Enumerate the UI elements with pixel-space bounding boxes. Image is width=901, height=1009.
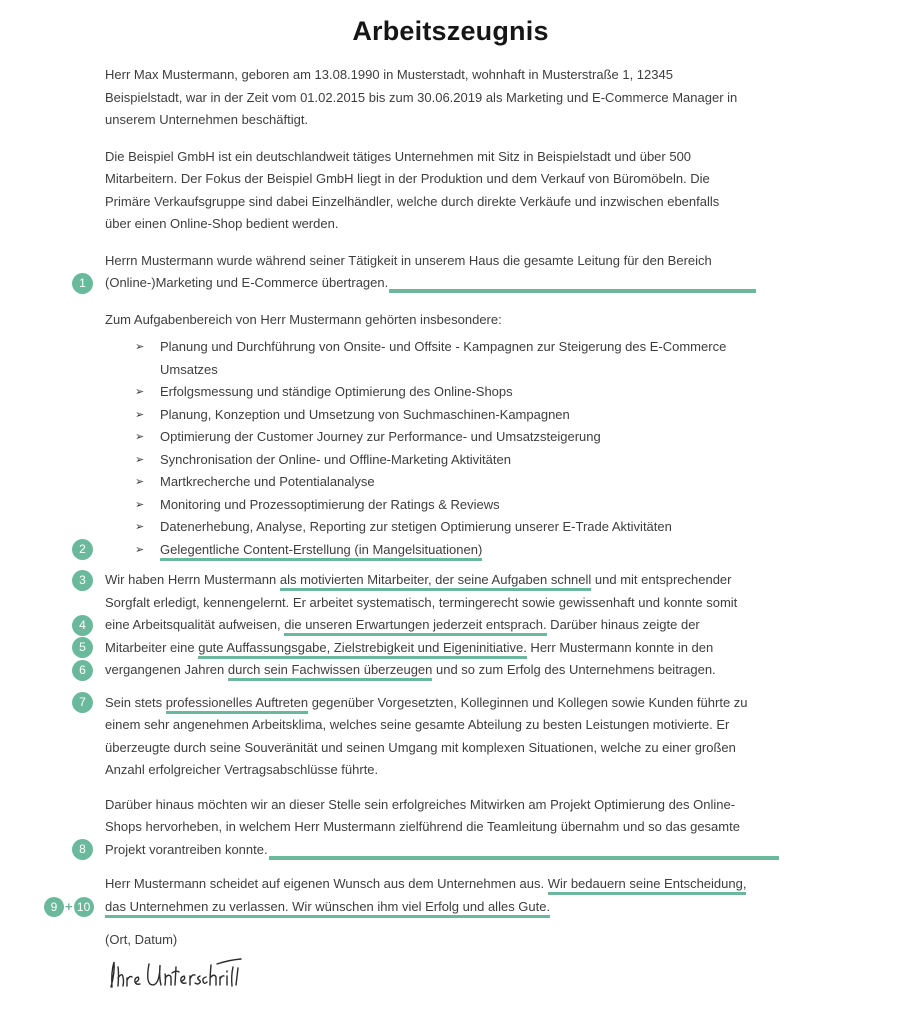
text-line <box>160 404 815 427</box>
text-run: Darüber hinaus zeigte der <box>546 617 700 632</box>
marker-circle: 4 <box>72 615 93 636</box>
text-run: und so zum Erfolg des Unternehmens beitragen. <box>432 662 716 677</box>
text-run: eine Arbeitsqualität aufweisen, <box>105 617 285 632</box>
margin-number-badge <box>72 614 93 637</box>
text-run: Projekt vorantreiben konnte. <box>105 841 268 857</box>
list-item <box>105 494 815 517</box>
margin-number-badge <box>72 659 93 682</box>
performance-paragraph <box>79 569 815 682</box>
text-line <box>105 896 815 919</box>
text-line <box>105 250 815 273</box>
text-run: Planung und Durchführung von Onsite- und Offsite - Kampagnen zur Steigerung des E-Commerce <box>160 339 727 354</box>
text-run: Herr Mustermann scheidet auf eigenen Wunsch aus dem Unternehmen aus. <box>105 876 548 891</box>
margin-number-badge <box>72 637 93 660</box>
text-line <box>105 213 815 236</box>
text-run: gegenüber Vorgesetzten, Kolleginnen und Kollegen sowie Kunden führte zu <box>308 694 748 710</box>
list-item <box>105 404 815 427</box>
text-line <box>160 494 815 517</box>
text-line <box>105 714 815 737</box>
text-run: vergangenen Jahren <box>105 662 228 677</box>
text-line <box>105 873 815 896</box>
margin-number-badge <box>72 839 93 862</box>
arrow-bullet-icon: ➢ <box>135 521 145 533</box>
closing-paragraph <box>50 873 815 918</box>
signature-handwriting <box>105 955 901 997</box>
marker-circle: 8 <box>72 839 93 860</box>
text-run: Primäre Verkaufsgruppe sind dabei Einzelhändler, welche durch direkte Verkäufe und inzwischen ebenfalls <box>105 193 720 209</box>
place-date-label: (Ort, Datum) <box>105 932 178 947</box>
text-run: Mitarbeitern. Der Fokus der Beispiel GmbH liegt in der Produktion und dem Verkauf von Büromöbeln. Die <box>105 171 710 186</box>
marker-circle: 10 <box>74 897 94 917</box>
marker-circle: 1 <box>72 273 93 294</box>
text-line <box>105 146 815 169</box>
highlighted-phrase: Wir bedauern seine Entscheidung, <box>548 876 747 895</box>
text-line <box>105 109 815 132</box>
list-item <box>105 426 815 449</box>
text-run: Sein stets <box>105 694 166 710</box>
margin-number-badge <box>44 896 94 919</box>
document-body <box>50 64 815 918</box>
highlight-underline-bar <box>269 856 779 860</box>
text-run: Zum Aufgabenbereich von Herr Mustermann gehörten insbesondere: <box>105 311 502 327</box>
arrow-bullet-icon: ➢ <box>135 431 145 443</box>
text-line <box>160 516 815 539</box>
text-line <box>105 737 815 760</box>
highlighted-phrase: die unseren Erwartungen jederzeit entsprach. <box>284 617 546 636</box>
text-run: Anzahl erfolgreicher Vertragsabschlüsse führte. <box>105 762 379 777</box>
text-run: Martkrecherche und Potentialanalyse <box>160 474 375 489</box>
text-run: und mit entsprechender <box>591 572 732 587</box>
text-line <box>105 309 815 332</box>
text-run: Erfolgsmessung und ständige Optimierung des Online-Shops <box>160 384 513 399</box>
text-run: Herr Max Mustermann, geboren am 13.08.1990 in Musterstadt, wohnhaft in Musterstraße 1, 12345 <box>105 67 673 82</box>
marker-circle: 7 <box>72 692 93 713</box>
text-line <box>105 191 815 214</box>
highlighted-phrase: gute Auffassungsgabe, Zielstrebigkeit und Eigeninitiative. <box>198 640 527 659</box>
text-run: Shops hervorheben, in welchem Herr Mustermann zielführend die Teamleitung übernahm und so das gesamte <box>105 819 740 834</box>
highlighted-phrase: als motivierten Mitarbeiter, der seine Aufgaben schnell <box>280 572 591 591</box>
text-line <box>105 64 815 87</box>
page-title: Arbeitszeugnis <box>352 16 549 46</box>
project-paragraph <box>79 794 815 862</box>
text-run: Monitoring und Prozessoptimierung der Ratings & Reviews <box>160 496 500 512</box>
arrow-bullet-icon: ➢ <box>135 543 145 556</box>
plus-sign: + <box>65 899 73 915</box>
list-item <box>105 381 815 404</box>
document-footer <box>105 932 901 997</box>
marker-circle: 6 <box>72 660 93 681</box>
text-run: Datenerhebung, Analyse, Reporting zur stetigen Optimierung unserer E-Trade Aktivitäten <box>160 519 672 534</box>
text-run: unserem Unternehmen beschäftigt. <box>105 112 309 127</box>
margin-number-badge <box>72 272 93 295</box>
text-line <box>160 359 815 382</box>
text-line <box>160 539 815 562</box>
task-list <box>79 336 815 561</box>
text-line <box>105 839 815 862</box>
arrow-bullet-icon: ➢ <box>135 408 145 421</box>
text-line <box>105 816 815 839</box>
text-line <box>160 471 815 494</box>
text-line <box>160 449 815 472</box>
margin-number-badge <box>72 569 93 592</box>
text-run: Die Beispiel GmbH ist ein deutschlandweit tätiges Unternehmen mit Sitz in Beispielstadt und über 500 <box>105 148 692 164</box>
text-run: überzeugte durch seine Souveränität und seinen Umgang mit komplexen Situationen, welche zu einer großen <box>105 739 736 755</box>
marker-circle: 9 <box>44 897 64 917</box>
arrow-bullet-icon: ➢ <box>135 498 145 511</box>
arrow-bullet-icon: ➢ <box>135 341 145 353</box>
list-item <box>105 336 815 381</box>
text-line <box>105 569 815 592</box>
marker-circle: 5 <box>72 637 93 658</box>
list-item <box>105 471 815 494</box>
text-run: Planung, Konzeption und Umsetzung von Suchmaschinen-Kampagnen <box>160 406 570 422</box>
text-line <box>105 614 815 637</box>
text-line <box>160 381 815 404</box>
text-line <box>105 168 815 191</box>
marker-circle: 3 <box>72 570 93 591</box>
highlighted-phrase: Gelegentliche Content-Erstellung (in Mangelsituationen) <box>160 542 482 561</box>
responsibility-paragraph <box>79 250 815 295</box>
arrow-bullet-icon: ➢ <box>135 453 145 466</box>
text-run: Herr Mustermann konnte in den <box>526 639 714 655</box>
highlighted-phrase: durch sein Fachwissen überzeugen <box>228 662 433 681</box>
arrow-bullet-icon: ➢ <box>135 476 145 488</box>
text-run: Herrn Mustermann wurde während seiner Tätigkeit in unserem Haus die gesamte Leitung für den Bereich <box>105 252 712 268</box>
text-line <box>105 759 815 782</box>
conduct-paragraph <box>79 692 815 782</box>
text-run: Beispielstadt, war in der Zeit vom 01.02.2015 bis zum 30.06.2019 als Marketing und E-Commerce Manager in <box>105 89 738 105</box>
arrow-bullet-icon: ➢ <box>135 386 145 398</box>
signature-icon <box>105 955 243 997</box>
text-line <box>105 794 815 817</box>
list-item <box>79 539 815 562</box>
text-run: Umsatzes <box>160 361 218 377</box>
intro-paragraph <box>105 64 815 132</box>
company-paragraph <box>105 146 815 236</box>
highlighted-phrase: professionelles Auftreten <box>166 695 308 714</box>
highlighted-phrase: das Unternehmen zu verlassen. Wir wünschen ihm viel Erfolg und alles Gute. <box>105 899 550 918</box>
text-line <box>105 659 815 682</box>
tasks-intro-paragraph <box>105 309 815 332</box>
text-line <box>105 637 815 660</box>
list-item <box>105 516 815 539</box>
text-line <box>105 692 815 715</box>
list-item <box>105 449 815 472</box>
text-run: Darüber hinaus möchten wir an dieser Stelle sein erfolgreiches Mitwirken am Projekt Optimierung des Online- <box>105 796 736 812</box>
text-run: Synchronisation der Online- und Offline-Marketing Aktivitäten <box>160 451 511 467</box>
text-run: über einen Online-Shop bedient werden. <box>105 216 339 231</box>
margin-number-badge <box>72 539 93 562</box>
text-line <box>160 426 815 449</box>
margin-number-badge <box>72 692 93 715</box>
text-run: Sorgfalt erledigt, kennengelernt. Er arbeitet systematisch, termingerecht sowie gewissenhaft und konnte somit <box>105 594 738 610</box>
text-line <box>105 592 815 615</box>
text-run: Wir haben Herrn Mustermann <box>105 572 280 587</box>
text-line <box>105 87 815 110</box>
text-run: (Online-)Marketing und E-Commerce übertragen. <box>105 275 389 290</box>
text-line <box>160 336 815 359</box>
text-run: Mitarbeiter eine <box>105 639 199 655</box>
highlight-underline-bar <box>389 289 756 293</box>
text-run: einem sehr angenehmen Arbeitsklima, welches seine gesamte Abteilung zu besten Leistungen motivierte. Er <box>105 717 730 732</box>
text-line <box>105 272 815 295</box>
text-run: Optimierung der Customer Journey zur Performance- und Umsatzsteigerung <box>160 429 601 444</box>
marker-circle: 2 <box>72 539 93 560</box>
